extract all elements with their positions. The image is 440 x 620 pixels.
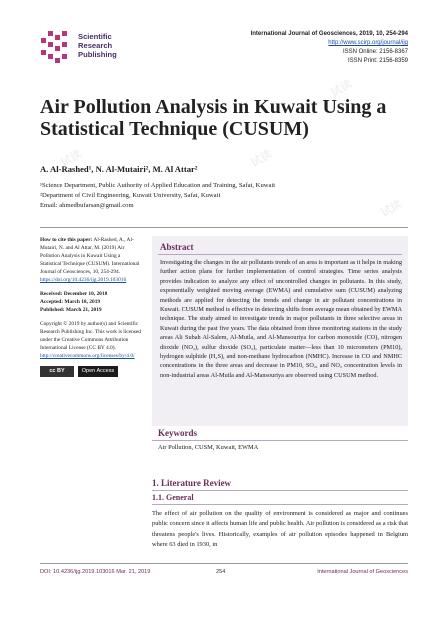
footer-journal: International Journal of Geosciences — [317, 569, 408, 575]
citation-text: Al-Rashed, A., Al-Mutairi, N. and Al Attar, M. (2019) Air Pollution Analysis in Kuwait Using a Statistical Technique (CUSUM). International Journal of Geosciences, 10, 254-294. — [40, 237, 140, 275]
publisher-line: Research — [78, 41, 113, 50]
open-access-badge[interactable]: Open Access — [78, 366, 118, 377]
authors: A. Al-Rashed¹, N. Al-Mutairi², M. Al Attar² — [40, 164, 198, 174]
keywords-divider — [152, 440, 408, 441]
publisher-line: Scientific — [78, 32, 112, 41]
issn-print: ISSN Print: 2156-8359 — [347, 58, 408, 64]
keywords-heading: Keywords — [158, 428, 197, 438]
citation-doi-link[interactable]: https://doi.org/10.4236/ijg.2019.103016 — [40, 277, 127, 283]
affiliations — [40, 181, 420, 211]
abstract-box — [152, 236, 408, 426]
section-heading: 1. Literature Review — [152, 478, 232, 488]
page-number: 254 — [216, 569, 226, 575]
journal-title: International Journal of Geosciences, 2019, 10, 254-294 — [250, 31, 408, 37]
subsection-divider — [152, 504, 408, 505]
copyright — [40, 320, 142, 360]
license-link[interactable]: http://creativecommons.org/licenses/by/4.0/ — [40, 353, 135, 359]
accepted-date: Accepted: March 18, 2019 — [40, 299, 101, 305]
journal-link[interactable]: http://www.scirp.org/journal/ijg — [328, 40, 408, 46]
article-sidebar — [40, 236, 142, 377]
watermark: 试读 — [378, 198, 405, 220]
section-divider — [152, 490, 408, 491]
published-date: Published: March 21, 2019 — [40, 307, 102, 313]
issn-online: ISSN Online: 2156-8367 — [342, 49, 408, 55]
copyright-text: Copyright © 2019 by author(s) and Scientific Research Publishing Inc. This work is licensed under the Creative Commons Attribution International License (CC BY 4.0). — [40, 321, 141, 351]
affiliation: ¹Science Department, Public Authority of Applied Education and Training, Safat, Kuwait — [40, 182, 276, 189]
citation-label: How to cite this paper: — [40, 237, 93, 243]
article-title: Air Pollution Analysis in Kuwait Using a Statistical Technique (CUSUM) — [40, 96, 387, 140]
license-badges — [40, 366, 142, 377]
watermark: 试读 — [58, 148, 85, 170]
abstract-divider — [158, 254, 402, 255]
affiliation: ²Department of Civil Engineering, Kuwait University, Safat, Kuwait — [40, 192, 221, 199]
publisher-line: Publishing — [78, 50, 117, 59]
watermark: 试读 — [248, 148, 275, 170]
footer-divider — [40, 563, 408, 564]
body-text: The effect of air pollution on the quality of environment is considered as major and continues public concern since it affects human life and public health. Air pollution is considered as a risk that threatens people's lives. Historically, examples of air pollution episodes happened in Belgium where 63 died in 1930, in — [152, 510, 408, 549]
divider — [40, 227, 408, 228]
publisher-name — [78, 32, 117, 59]
email: Email: ahmedbufarsan@gmail.com — [40, 202, 134, 209]
footer-doi: DOI: 10.4236/ijg.2019.103016 Mar. 21, 2019 — [40, 569, 151, 575]
journal-info — [251, 30, 408, 66]
received-date: Received: December 10, 2018 — [40, 291, 108, 297]
cc-by-badge[interactable]: cc BY — [40, 366, 74, 377]
subsection-heading: 1.1. General — [152, 493, 194, 502]
dates — [40, 290, 142, 314]
abstract-text: Investigating the changes in the air pollutants trends of an area is important as it helps in making further action plans for further implementation of control strategies. Time series analysis provides indication to analyze any effect of uncontrolled changes in pollutants. In this study, exponentially weighted moving average (EWMA) and cumulative sum (CUSUM) analyzing methods are applied for detecting the trends and change in air pollutant concentrations in Kuwait. CUSUM method is effective in detecting shifts from average mean obtained by EWMA technique. The study aimed to investigate trends in major pollutants in three selective areas in Kuwait during the past five years. The data obtained from three monitoring stations in the study areas Ali Subah Al-Salem, Al-Mutla, and Al-Mansouriya for carbon monoxide (CO), nitrogen dioxide (NO₂), sulfur dioxide (SO₂), particulate matter—less than 10 micrometers (PM10), hydrogen sulphide (H₂S), and non-methane hydrocarbon (NMHC). Increase in CO and NMHC concentrations in the three areas and decrease in PM10, SO₂, and NO₂ concentration levels in non-industrial areas Al-Mutla and Al-Mansouriya are observed using CUSUM method. — [160, 259, 402, 379]
keywords-text: Air Pollution, CUSM, Kuwait, EWMA — [158, 444, 259, 451]
citation — [40, 236, 142, 284]
watermark: 试读 — [328, 78, 355, 100]
abstract-heading: Abstract — [160, 242, 194, 252]
